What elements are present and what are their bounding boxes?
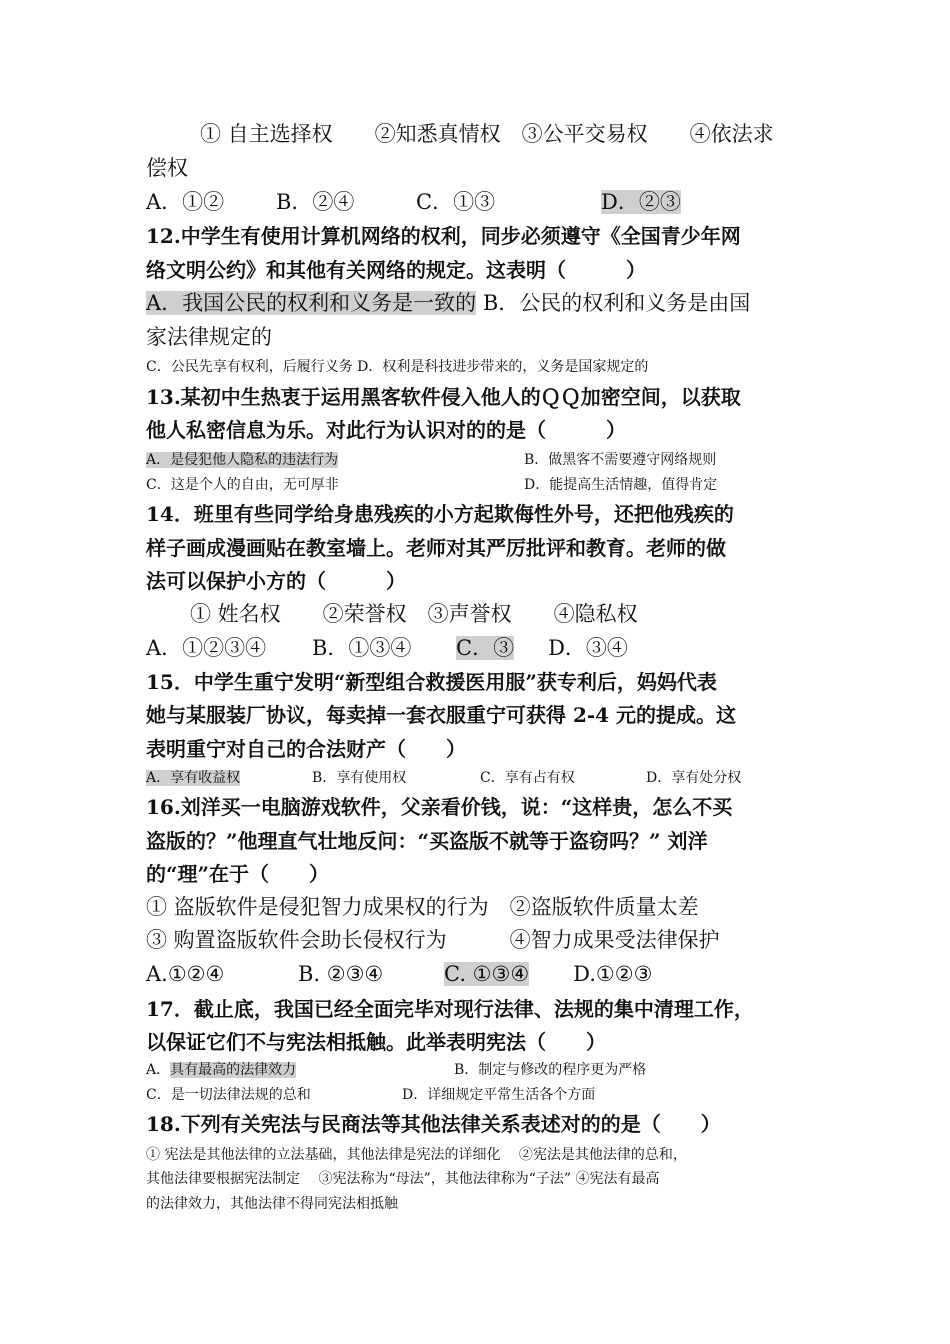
q11-choice-d[interactable]: D．②③ bbox=[601, 190, 681, 214]
q13-stem-line2: 他人私密信息为乐。对此行为认识对的的是（ ） bbox=[146, 418, 626, 442]
q15-choice-c[interactable]: C．享有占有权 bbox=[480, 770, 575, 786]
q15-stem-line3: 表明重宁对自己的合法财产（ ） bbox=[146, 737, 466, 761]
q14-options: ① 姓名权 ②荣誉权 ③声誉权 ④隐私权 bbox=[190, 602, 638, 626]
q11-options-line1: ① 自主选择权 ②知悉真情权 ③公平交易权 ④依法求 bbox=[200, 122, 774, 146]
q17-choice-a[interactable]: A．具有最高的法律效力 bbox=[146, 1062, 297, 1078]
q11-choice-c[interactable]: C．①③ bbox=[416, 190, 496, 214]
q12-stem-line2: 络文明公约》和其他有关网络的规定。这表明（ ） bbox=[146, 258, 646, 282]
q16-stem-line1: 16.刘洋买一电脑游戏软件，父亲看价钱，说：“这样贵，怎么不买 bbox=[146, 795, 733, 819]
q15-choice-a[interactable]: A．享有收益权 bbox=[146, 770, 241, 786]
q17-stem-line2: 以保证它们不与宪法相抵触。此举表明宪法（ ） bbox=[146, 1030, 606, 1054]
q13-choice-d[interactable]: D．能提高生活情趣，值得肯定 bbox=[524, 477, 718, 493]
q13-choice-a[interactable]: A．是侵犯他人隐私的违法行为 bbox=[146, 452, 339, 468]
q12-choice-a[interactable]: A．我国公民的权利和义务是一致的 bbox=[146, 291, 477, 315]
q12-choice-b-cont: 家法律规定的 bbox=[146, 325, 272, 349]
q11-options-line2: 偿权 bbox=[146, 156, 188, 180]
q17-stem-line1: 17．截止底，我国已经全面完毕对现行法律、法规的集中清理工作， bbox=[146, 997, 754, 1021]
q11-choice-a[interactable]: A．①② bbox=[146, 190, 225, 214]
q16-option-line1: ① 盗版软件是侵犯智力成果权的行为 ②盗版软件质量太差 bbox=[146, 895, 699, 919]
q12-choices-ab bbox=[146, 289, 750, 317]
q18-stem: 18.下列有关宪法与民商法等其他法律关系表述对的的是（ ） bbox=[146, 1112, 721, 1136]
q17-choice-d[interactable]: D．详细规定平常生活各个方面 bbox=[402, 1087, 596, 1103]
q11-choice-b[interactable]: B．②④ bbox=[276, 190, 355, 214]
q18-options-line2: 其他法律要根据宪法制定 ③宪法称为“母法”，其他法律称为“子法” ④宪法有最高 bbox=[146, 1171, 660, 1187]
q12-choices-cd[interactable]: C．公民先享有权利，后履行义务 D．权利是科技进步带来的，义务是国家规定的 bbox=[146, 359, 649, 375]
q18-options-line1: ① 宪法是其他法律的立法基础，其他法律是宪法的详细化 ②宪法是其他法律的总和， bbox=[146, 1147, 687, 1163]
q14-choice-a[interactable]: A．①②③④ bbox=[146, 636, 267, 660]
q12-stem-line1: 12.中学生有使用计算机网络的权利，同步必须遵守《全国青少年网 bbox=[146, 224, 741, 248]
q12-choice-b[interactable]: B．公民的权利和义务是由国 bbox=[476, 291, 751, 315]
q16-choice-a[interactable]: A.①②④ bbox=[146, 962, 225, 986]
q16-stem-line2: 盗版的？”他理直气壮地反问：“买盗版不就等于盗窃吗？” 刘洋 bbox=[146, 829, 708, 853]
q15-choice-d[interactable]: D．享有处分权 bbox=[646, 770, 742, 786]
q16-choice-d[interactable]: D.①②③ bbox=[573, 962, 653, 986]
q18-options-line3: 的法律效力，其他法律不得同宪法相抵触 bbox=[146, 1196, 398, 1212]
q14-choice-c[interactable]: C．③ bbox=[456, 636, 515, 660]
q16-choice-b[interactable]: B. ②③④ bbox=[298, 962, 384, 986]
q16-choice-c[interactable]: C. ①③④ bbox=[444, 962, 530, 986]
q14-choices bbox=[146, 634, 628, 662]
q15-choices bbox=[146, 768, 741, 788]
q15-stem-line2: 她与某服装厂协议，每卖掉一套衣服重宁可获得 2-4 元的提成。这 bbox=[146, 703, 737, 727]
q17-choice-b[interactable]: B．制定与修改的程序更为严格 bbox=[454, 1062, 647, 1078]
q16-choices bbox=[146, 960, 652, 988]
q14-choice-b[interactable]: B．①③④ bbox=[312, 636, 412, 660]
q14-stem-line1: 14．班里有些同学给身患残疾的小方起欺侮性外号，还把他残疾的 bbox=[146, 502, 734, 526]
q15-choice-b[interactable]: B．享有使用权 bbox=[312, 770, 407, 786]
q13-choice-b[interactable]: B．做黑客不需要遵守网络规则 bbox=[524, 452, 717, 468]
q14-choice-d[interactable]: D．③④ bbox=[548, 636, 628, 660]
q13-choice-c[interactable]: C．这是个人的自由，无可厚非 bbox=[146, 477, 339, 493]
q16-option-line2: ③ 购置盗版软件会助长侵权行为 ④智力成果受法律保护 bbox=[146, 928, 720, 952]
q11-choices bbox=[146, 188, 681, 216]
q17-choice-c[interactable]: C．是一切法律法规的总和 bbox=[146, 1087, 311, 1103]
q13-stem-line1: 13.某初中生热衷于运用黑客软件侵入他人的ＱＱ加密空间，以获取 bbox=[146, 385, 741, 409]
q14-stem-line3: 法可以保护小方的（ ） bbox=[146, 569, 406, 593]
q16-stem-line3: 的“理”在于（ ） bbox=[146, 862, 330, 886]
q14-stem-line2: 样子画成漫画贴在教室墙上。老师对其严厉批评和教育。老师的做 bbox=[146, 536, 726, 560]
q15-stem-line1: 15．中学生重宁发明“新型组合救援医用服”获专利后，妈妈代表 bbox=[146, 670, 717, 694]
